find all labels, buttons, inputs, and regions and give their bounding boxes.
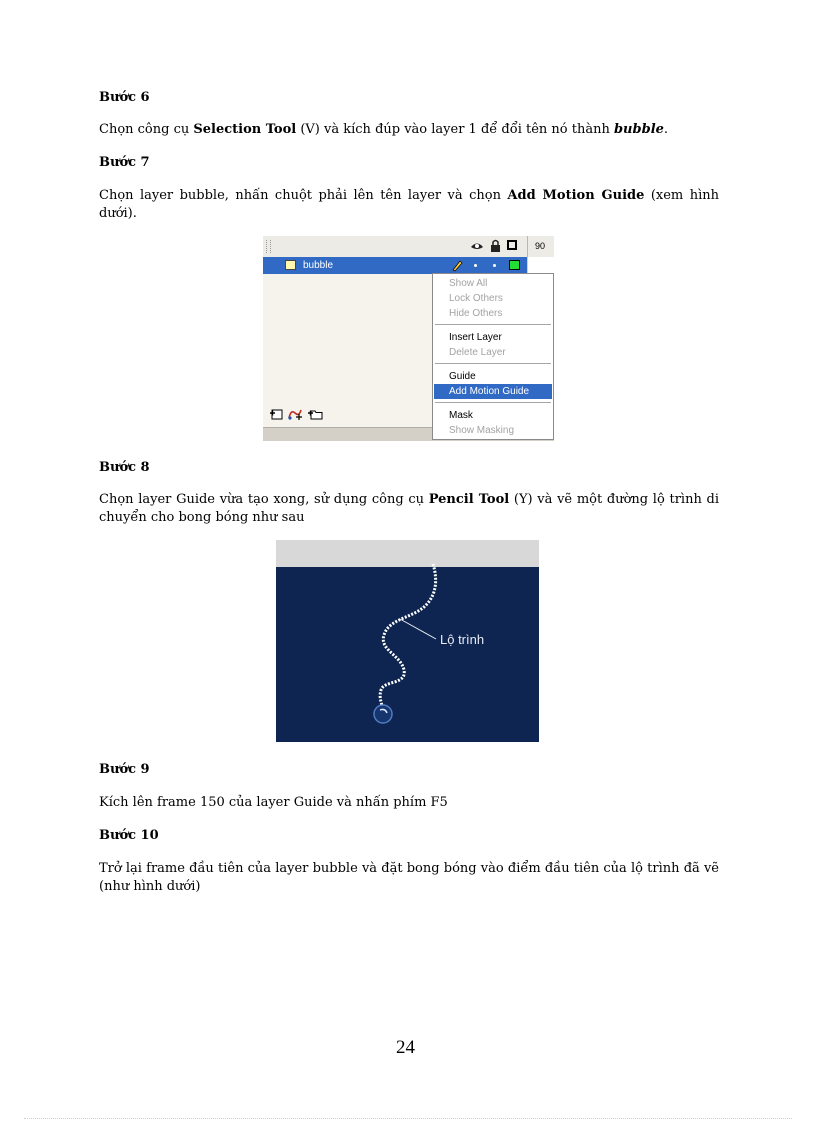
step-8-text: Chọn layer Guide vừa tạo xong, sử dụng công cụ Pencil Tool (Y) và vẽ một đường lộ trình di chuyển cho bong bóng như sau [99, 492, 719, 525]
outline-icon[interactable] [507, 240, 517, 250]
add-layer-icon[interactable] [269, 408, 283, 420]
timeline-header [263, 236, 554, 258]
menu-item-lock-others[interactable]: Lock Others [449, 293, 503, 304]
guide-path [380, 564, 436, 710]
panel-grip[interactable] [266, 240, 271, 253]
step-9-heading: Bước 9 [99, 762, 150, 777]
menu-item-delete-layer[interactable]: Delete Layer [449, 347, 506, 358]
motion-path-drawing [276, 540, 539, 742]
pencil-icon [451, 259, 463, 272]
context-menu [432, 273, 554, 440]
menu-item-insert-layer[interactable]: Insert Layer [449, 332, 502, 343]
insert-folder-icon[interactable] [307, 408, 323, 420]
menu-item-show-all[interactable]: Show All [449, 278, 488, 289]
step-7-heading: Bước 7 [99, 155, 150, 170]
add-motion-guide-icon[interactable] [287, 407, 303, 420]
timeline-panel [263, 236, 554, 440]
stage-screenshot [276, 540, 539, 742]
step-9-text: Kích lên frame 150 của layer Guide và nhấn phím F5 [99, 795, 448, 810]
page-bottom-border [24, 1118, 792, 1119]
step-10-heading: Bước 10 [99, 828, 159, 843]
menu-item-add-motion-guide[interactable]: Add Motion Guide [449, 386, 530, 397]
eye-icon[interactable] [470, 241, 484, 251]
step-6-text: Chọn công cụ Selection Tool (V) và kích đúp vào layer 1 để đổi tên nó thành bubble. [99, 122, 669, 137]
step-6-heading: Bước 6 [99, 90, 150, 105]
path-label-pointer [400, 619, 436, 639]
menu-item-hide-others[interactable]: Hide Others [449, 308, 503, 319]
menu-separator [435, 324, 551, 326]
layer-color-swatch[interactable] [509, 260, 520, 270]
menu-item-mask[interactable]: Mask [449, 410, 473, 421]
visibility-dot[interactable] [474, 264, 477, 267]
page-number: 24 [396, 1037, 415, 1058]
layer-name: bubble [303, 260, 334, 271]
layer-icon [285, 260, 296, 270]
path-label: Lộ trình [440, 632, 485, 647]
lock-dot[interactable] [493, 264, 496, 267]
menu-separator [435, 402, 551, 404]
menu-item-guide[interactable]: Guide [449, 371, 476, 382]
step-10-text: Trở lại frame đầu tiên của layer bubble và đặt bong bóng vào điểm đầu tiên của lộ trình đã vẽ (như hình dưới) [99, 861, 719, 894]
bubble-icon [374, 705, 392, 723]
step-8-heading: Bước 8 [99, 460, 150, 475]
menu-item-show-masking[interactable]: Show Masking [449, 425, 515, 436]
lock-icon[interactable] [490, 239, 501, 252]
layer-row-bubble[interactable] [263, 257, 527, 274]
step-7-text: Chọn layer bubble, nhấn chuột phải lên tên layer và chọn Add Motion Guide (xem hình dưới). [99, 188, 719, 221]
menu-separator [435, 363, 551, 365]
frame-number: 90 [535, 241, 546, 251]
frames-column[interactable] [527, 257, 555, 274]
